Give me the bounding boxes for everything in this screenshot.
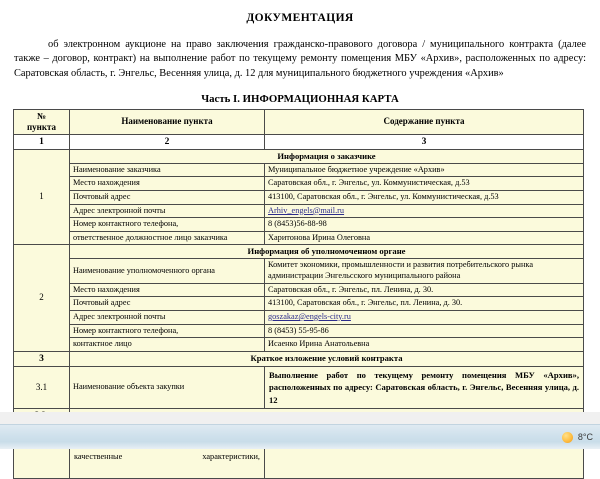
row-content: Саратовская обл., г. Энгельс, пл. Ленина, д. 30. bbox=[265, 283, 584, 297]
row-content-line2: администрации Энгельсского муниципального района bbox=[268, 271, 461, 281]
section-title-3: Краткое изложение условий контракта bbox=[70, 351, 584, 366]
row-name: Наименование уполномоченного органа bbox=[70, 259, 265, 283]
row-content: 8 (8453) 55-95-86 bbox=[265, 324, 584, 338]
row-name: Наименование объекта закупки bbox=[70, 366, 265, 408]
table-row bbox=[14, 177, 584, 191]
table-row bbox=[14, 149, 584, 163]
column-number-2: 2 bbox=[70, 134, 265, 149]
section-title-2: Информация об уполномоченном органе bbox=[70, 245, 584, 259]
row-content: Выполнение работ по текущему ремонту помещения МБУ «Архив», расположенных по адресу: Саратовская область, г. Энгельс, Весенняя улица, д. 12 bbox=[265, 366, 584, 408]
table-row bbox=[14, 245, 584, 259]
column-header-content: Содержание пункта bbox=[265, 110, 584, 135]
row-name: Почтовый адрес bbox=[70, 297, 265, 311]
table-header-row bbox=[14, 110, 584, 135]
column-number-3: 3 bbox=[265, 134, 584, 149]
row-content-email bbox=[265, 204, 584, 218]
row-name: Адрес электронной почты bbox=[70, 204, 265, 218]
row-content: Муниципальное бюджетное учреждение «Архив» bbox=[265, 163, 584, 177]
part-heading: Часть I. ИНФОРМАЦИОННАЯ КАРТА bbox=[201, 93, 399, 106]
weather-widget[interactable] bbox=[562, 432, 593, 443]
row-name: Место нахождения bbox=[70, 177, 265, 191]
section-index-3: 3 bbox=[14, 351, 70, 366]
section-index-1: 1 bbox=[14, 149, 70, 245]
sun-icon bbox=[562, 432, 573, 443]
row-name: Почтовый адрес bbox=[70, 191, 265, 205]
column-number-row bbox=[14, 134, 584, 149]
table-row bbox=[14, 351, 584, 366]
table-row bbox=[14, 231, 584, 245]
row-content: Исаенко Ирина Анатольевна bbox=[265, 338, 584, 352]
table-header bbox=[14, 110, 584, 150]
temperature-label: 8°C bbox=[577, 432, 593, 442]
column-header-number-line1: № bbox=[36, 111, 47, 122]
section-title-1: Информация о заказчике bbox=[70, 149, 584, 163]
row-index-3-1: 3.1 bbox=[14, 366, 70, 408]
row-name: Наименование заказчика bbox=[70, 163, 265, 177]
row-content: 8 (8453)56-88-98 bbox=[265, 218, 584, 232]
section-index-2: 2 bbox=[14, 245, 70, 351]
table-row bbox=[14, 259, 584, 283]
table-row bbox=[14, 310, 584, 324]
window-gap bbox=[0, 412, 600, 424]
email-link-customer[interactable]: Arhiv_engels@mail.ru bbox=[268, 205, 345, 215]
row-content bbox=[265, 259, 584, 283]
table-row bbox=[14, 204, 584, 218]
row-name: Номер контактного телефона, bbox=[70, 324, 265, 338]
table-row bbox=[14, 191, 584, 205]
table-row bbox=[14, 218, 584, 232]
row-content: 413100, Саратовская обл., г. Энгельс, пл. Ленина, д. 30. bbox=[265, 297, 584, 311]
status-bar bbox=[0, 424, 600, 449]
table-row bbox=[14, 283, 584, 297]
document-subtitle: об электронном аукционе на право заключения гражданско-правового договора / муниципального контракта (далее также – договор, контракт) на выполнение работ по текущему ремонту помещения МБУ «Архив», расположенных по адресу: Саратовская область, г. Энгельс, Весенняя улица, д. 12 для муниципального бюджетного учреждения «Архив» bbox=[14, 39, 586, 79]
row-content-email bbox=[265, 310, 584, 324]
email-link-authority[interactable]: goszakaz@engels-city.ru bbox=[268, 311, 351, 321]
row-name: Место нахождения bbox=[70, 283, 265, 297]
row-name: Адрес электронной почты bbox=[70, 310, 265, 324]
table-row bbox=[14, 338, 584, 352]
row-name: Номер контактного телефона, bbox=[70, 218, 265, 232]
table-row bbox=[14, 366, 584, 408]
page-title: ДОКУМЕНТАЦИЯ bbox=[246, 12, 354, 24]
row-content: Саратовская обл., г. Энгельс, ул. Коммунистическая, д.53 bbox=[265, 177, 584, 191]
row-content-line1: Комитет экономики, промышленности и развития потребительского рынка bbox=[268, 260, 534, 270]
row-name: ответственное должностное лицо заказчика bbox=[70, 231, 265, 245]
column-header-name: Наименование пункта bbox=[70, 110, 265, 135]
column-header-number-line2: пункта bbox=[26, 121, 57, 132]
table-row bbox=[14, 297, 584, 311]
row-name-line2: качественные характеристики, bbox=[74, 451, 260, 461]
row-name: контактное лицо bbox=[70, 338, 265, 352]
column-header-number bbox=[14, 110, 70, 135]
row-content: Харитонова Ирина Олеговна bbox=[265, 231, 584, 245]
row-content: 413100, Саратовская обл., г. Энгельс, ул. Коммунистическая, д.53 bbox=[265, 191, 584, 205]
table-row bbox=[14, 163, 584, 177]
table-row bbox=[14, 324, 584, 338]
column-number-1: 1 bbox=[14, 134, 70, 149]
